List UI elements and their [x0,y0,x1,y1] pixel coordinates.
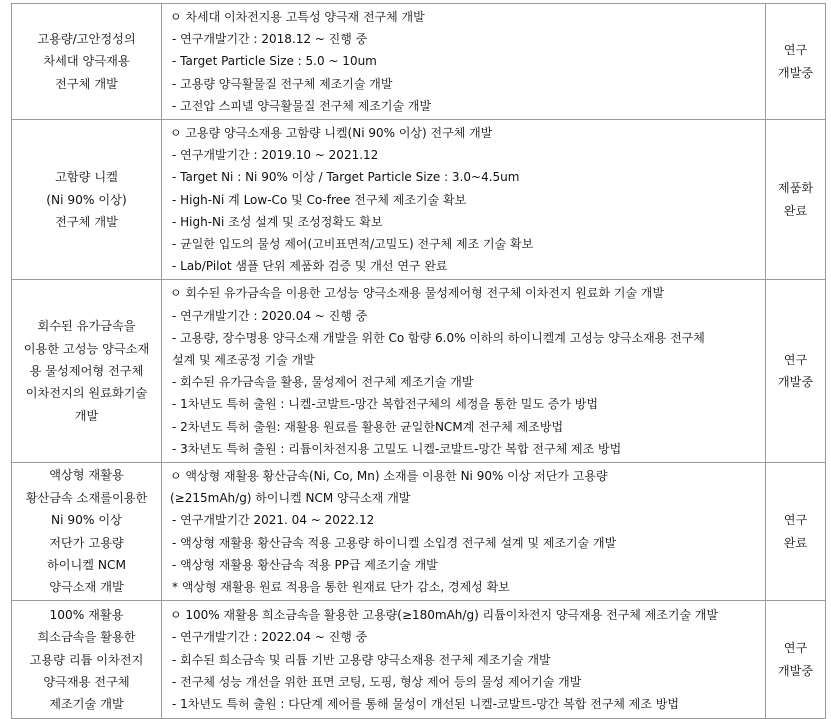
project-name-line: 개발 [74,408,99,423]
project-name-line: 양극재용 전구체 [43,674,130,689]
project-name-line: 저단가 고용량 [49,535,124,550]
description-item: * 액상형 재활용 원료 적용을 통한 원재료 단가 감소, 경제성 확보 [172,580,510,595]
description-heading: ㅇ 100% 재활용 희소금속을 활용한 고용량(≥180mAh/g) 리튬이차전지 양극재용 전구체 제조기술 개발 [170,608,719,623]
project-name-cell [12,463,162,601]
project-name-line: 회수된 유가금속을 [37,319,136,334]
description-heading: ㅇ 고용량 양극소재용 고함량 니켈(Ni 90% 이상) 전구체 개발 [170,126,493,141]
description-item: - 연구개발기간 2021. 04 ~ 2022.12 [172,513,375,528]
description-item: - Target Particle Size : 5.0 ~ 10um [172,54,377,69]
project-name-line: 전구체 개발 [55,214,118,229]
status-cell [766,4,826,120]
project-description-cell [162,4,766,120]
status-line: 개발중 [777,65,814,80]
project-name-line: (Ni 90% 이상) [46,192,127,207]
project-name-line: 용 물성제어형 전구체 [29,364,144,379]
description-item: - 고용량, 장수명용 양극소재 개발을 위한 Co 함량 6.0% 이하의 하이니켈계 고성능 양극소재용 전구체 [172,330,705,345]
project-name-line: 이용한 고성능 양극소재 [23,341,150,356]
project-name-line: 100% 재활용 [49,607,124,622]
description-item: - 고용량 양극활물질 전구체 제조기술 개발 [172,76,393,91]
table-row [12,601,826,719]
description-item: - 고전압 스피넬 양극활물질 전구체 제조기술 개발 [172,98,432,113]
description-item: - 1차년도 특허 출원 : 니켈-코발트-망간 복합전구체의 세정을 통한 밀도 증가 방법 [172,397,598,412]
project-name-line: 액상형 재활용 [49,468,124,483]
project-name-cell [12,4,162,120]
status-line: 제품화 [777,181,814,196]
table-row [12,4,826,120]
description-item: - 균일한 입도의 물성 제어(고비표면적/고밀도) 전구체 제조 기술 확보 [172,237,534,252]
project-name-cell [12,601,162,719]
description-item: - Target Ni : Ni 90% 이상 / Target Particle Size : 3.0~4.5um [172,170,520,185]
description-item: - 3차년도 특허 출원 : 리튬이차전지용 고밀도 니켈-코발트-망간 복합 전구체 제조 방법 [172,441,622,456]
project-name-line: 하이니켈 NCM [46,558,127,573]
description-item: 설계 및 제조공정 기술 개발 [172,353,315,368]
research-table-body [12,4,826,719]
table-row [12,463,826,601]
description-item: - 2차년도 특허 출원: 재활용 원료를 활용한 균일한NCM계 전구체 제조방법 [172,419,564,434]
project-name-line: 제조기술 개발 [49,697,124,712]
project-name-line: Ni 90% 이상 [51,513,122,528]
project-description-cell [162,120,766,280]
description-heading: (≥215mAh/g) 하이니켈 NCM 양극소재 개발 [170,491,411,506]
description-item: - 연구개발기간 : 2019.10 ~ 2021.12 [172,148,379,163]
project-description-cell [162,463,766,601]
status-line: 연구 [783,352,808,367]
description-item: - 액상형 재활용 황산금속 적용 고용량 하이니켈 소입경 전구체 설계 및 제조기술 개발 [172,535,617,550]
description-item: - 액상형 재활용 황산금속 적용 PP급 제조기술 개발 [172,557,438,572]
project-description-cell [162,280,766,463]
project-name-line: 이차전지의 원료화기술 [25,386,148,401]
status-line: 완료 [783,535,808,550]
project-name-line: 차세대 양극재용 [43,54,130,69]
description-heading: ㅇ 회수된 유가금속을 이용한 고성능 양극소재용 물성제어형 전구체 이차전지 원료화 기술 개발 [170,286,665,301]
description-item: - 연구개발기간 : 2018.12 ~ 진행 중 [172,32,368,47]
project-description-cell [162,601,766,719]
status-cell [766,280,826,463]
status-cell [766,601,826,719]
status-line: 완료 [783,203,808,218]
project-name-line: 황산금속 소재를이용한 [25,490,148,505]
status-line: 연구 [783,641,808,656]
research-table [11,3,826,719]
project-name-line: 전구체 개발 [55,76,118,91]
status-cell [766,120,826,280]
description-item: - High-Ni 조성 설계 및 조성정확도 확보 [172,214,383,229]
description-item: - 연구개발기간 : 2022.04 ~ 진행 중 [172,630,368,645]
description-item: - 회수된 유가금속을 활용, 물성제어 전구체 제조기술 개발 [172,375,474,390]
project-name-cell [12,280,162,463]
status-line: 연구 [783,43,808,58]
project-name-line: 고용량/고안정성의 [37,31,136,46]
description-heading: ㅇ 액상형 재활용 황산금속(Ni, Co, Mn) 소재를 이용한 Ni 90% 이상 저단가 고용량 [170,469,608,484]
status-line: 개발중 [777,663,814,678]
description-heading: ㅇ 차세대 이차전지용 고특성 양극재 전구체 개발 [170,10,425,24]
description-item: - High-Ni 계 Low-Co 및 Co-free 전구체 제조기술 확보 [172,192,467,207]
status-line: 개발중 [777,375,814,390]
description-item: - 1차년도 특허 출원 : 다단계 제어를 통해 물성이 개선된 니켈-코발트-망간 복합 전구체 제조 방법 [172,697,679,712]
table-row [12,120,826,280]
status-cell [766,463,826,601]
description-item: - 연구개발기간 : 2020.04 ~ 진행 중 [172,308,368,323]
description-item: - 회수된 희소금속 및 리튬 기반 고용량 양극소재용 전구체 제조기술 개발 [172,652,551,667]
description-item: - 전구체 성능 개선을 위한 표면 코팅, 도핑, 형상 제어 등의 물성 제어기술 개발 [172,674,582,689]
project-name-cell [12,120,162,280]
status-line: 연구 [783,513,808,528]
description-item: - Lab/Pilot 샘플 단위 제품화 검증 및 개선 연구 완료 [172,259,448,274]
project-name-line: 희소금속을 활용한 [37,630,136,645]
project-name-line: 양극소재 개발 [49,580,124,595]
project-name-line: 고함량 니켈 [55,170,118,185]
project-name-line: 고용량 리튬 이차전지 [29,652,144,667]
table-row [12,280,826,463]
